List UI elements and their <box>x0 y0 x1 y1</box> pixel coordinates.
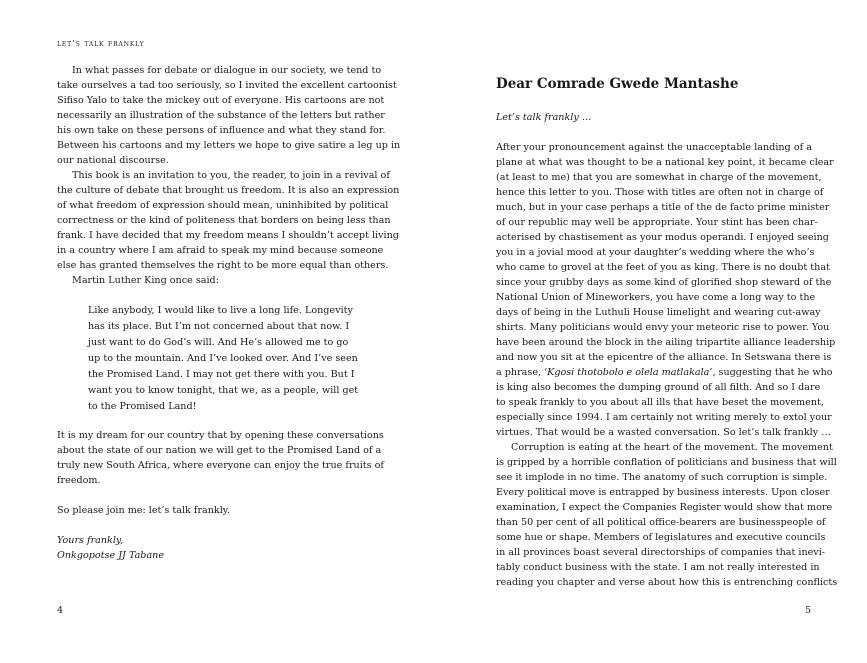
text-line: examination, I expect the Companies Register would show that more <box>496 502 833 513</box>
text-line: who came to grovel at the feet of you as king. There is no doubt that <box>496 262 830 273</box>
quote-line: to the Promised Land! <box>88 401 197 412</box>
text-line: else has granted themselves the right to be more equal than others. <box>57 260 389 271</box>
text-line: hence this letter to you. Those with titles are often not in charge of <box>496 187 824 198</box>
text-line: in a country where I am afraid to speak my mind because someone <box>57 245 384 256</box>
text-line: After your pronouncement against the unacceptable landing of a <box>496 142 812 153</box>
text-line: Between his cartoons and my letters we hope to give satire a leg up in <box>57 140 401 151</box>
text-line: Corruption is eating at the heart of the movement. The movement <box>511 442 833 453</box>
mlk-intro: Martin Luther King once said: <box>72 275 219 286</box>
quote-line: Like anybody, I would like to live a long life. Longevity <box>88 305 353 316</box>
text-line: tably conduct business with the state. I am not really interested in <box>496 562 820 573</box>
text-line: take ourselves a tad too seriously, so I invited the excellent cartoonist <box>57 80 397 91</box>
text-line: especially since 1994. I am certainly not writing merely to extol your <box>496 412 832 423</box>
text-line: plane at what was thought to be a national key point, it became clear <box>496 157 834 168</box>
text-line: freedom. <box>57 475 101 486</box>
text-line: is king also becomes the dumping ground of all filth. And so I dare <box>496 382 821 393</box>
text-line: see it implode in no time. The anatomy of such corruption is simple. <box>496 472 828 483</box>
letter-subtitle: Let’s talk frankly … <box>496 112 592 123</box>
text-line: to speak frankly to you about all ills that have beset the movement, <box>496 397 824 408</box>
quote-line: the Promised Land. I may not get there with you. But I <box>88 369 355 380</box>
text-line: his own take on these persons of influence and what they stand for. <box>57 125 386 136</box>
text-line: necessarily an illustration of the substance of the letters but rather <box>57 110 385 121</box>
quote-line: up to the mountain. And I’ve looked over. And I’ve seen <box>88 353 358 364</box>
text-line: have been around the block in the ailing tripartite alliance leadership <box>496 337 836 348</box>
text-line: reading you chapter and verse about how this is entrenching conflicts <box>496 577 838 588</box>
text-line: of what freedom of expression should mean, uninhibited by political <box>57 200 389 211</box>
quote-line: has its place. But I’m not concerned about that now. I <box>88 321 350 332</box>
text-line: frank. I have decided that my freedom means I shouldn’t accept living <box>57 230 399 241</box>
closing-line: So please join me: let’s talk frankly. <box>57 505 231 516</box>
text-line: (at least to me) that you are somewhat in charge of the movement, <box>496 172 822 183</box>
text-line: National Union of Mineworkers, you have come a long way to the <box>496 292 816 303</box>
author-signature: Onkgopotse JJ Tabane <box>57 550 165 561</box>
text-line: of our republic may well be appropriate. Your stint has been char- <box>496 217 818 228</box>
text-line: some hue or shape. Members of legislatures and executive councils <box>496 532 826 543</box>
page-number: 4 <box>57 605 64 616</box>
text-line-phrase <box>496 367 833 379</box>
quote-line: want you to know tonight, that we, as a people, will get <box>88 385 359 396</box>
text-line: It is my dream for our country that by opening these conversations <box>57 430 384 441</box>
text-line: correctness or the kind of politeness that borders on being less than <box>57 215 391 226</box>
running-head: let’s talk frankly <box>57 39 145 49</box>
text-line: days of being in the Luthuli House limelight and wearing cut-away <box>496 307 821 318</box>
phrase-tail: ’, suggesting that he who <box>709 367 833 378</box>
text-line: Sifiso Yalo to take the mickey out of everyone. His cartoons are not <box>57 95 385 106</box>
text-line: virtues. That would be a wasted conversation. So let’s talk frankly … <box>496 427 831 438</box>
text-line: in all provinces boast several directorships of companies that inevi- <box>496 547 826 558</box>
text-line: and now you sit at the epicentre of the alliance. In Setswana there is <box>496 352 832 363</box>
right-page <box>434 0 867 663</box>
letter-title: Dear Comrade Gwede Mantashe <box>496 76 739 92</box>
text-line: This book is an invitation to you, the reader, to join in a revival of <box>72 170 390 181</box>
text-line: the culture of debate that brought us freedom. It is also an expression <box>57 185 400 196</box>
quote-line: just want to do God’s will. And He’s allowed me to go <box>88 337 349 348</box>
text-line: than 50 per cent of all political office-bearers are businesspeople of <box>496 517 826 528</box>
text-line: truly new South Africa, where everyone can enjoy the true fruits of <box>57 460 384 471</box>
sign-off: Yours frankly, <box>57 535 124 546</box>
text-line: Every political move is entrapped by business interests. Upon closer <box>496 487 830 498</box>
page-number: 5 <box>805 605 812 616</box>
text-line: you in a jovial mood at your daughter’s wedding where the who’s <box>496 247 815 258</box>
text-line: acterised by chastisement as your modus operandi. I enjoyed seeing <box>496 232 829 243</box>
text-line: our national discourse. <box>57 155 169 166</box>
text-line: since your grubby days as some kind of glorified shop steward of the <box>496 277 832 288</box>
text-line: is gripped by a horrible conflation of politicians and business that will <box>496 457 837 468</box>
phrase-lead: a phrase, ‘ <box>496 367 548 378</box>
setswana-phrase: Kgosi thotobolo e olela matlakala <box>547 367 710 378</box>
left-page <box>0 0 433 663</box>
text-line: In what passes for debate or dialogue in our society, we tend to <box>72 65 382 76</box>
text-line: much, but in your case perhaps a title of the de facto prime minister <box>496 202 830 213</box>
text-line: shirts. Many politicians would envy your meteoric rise to power. You <box>496 322 830 333</box>
text-line: about the state of our nation we will get to the Promised Land of a <box>57 445 382 456</box>
